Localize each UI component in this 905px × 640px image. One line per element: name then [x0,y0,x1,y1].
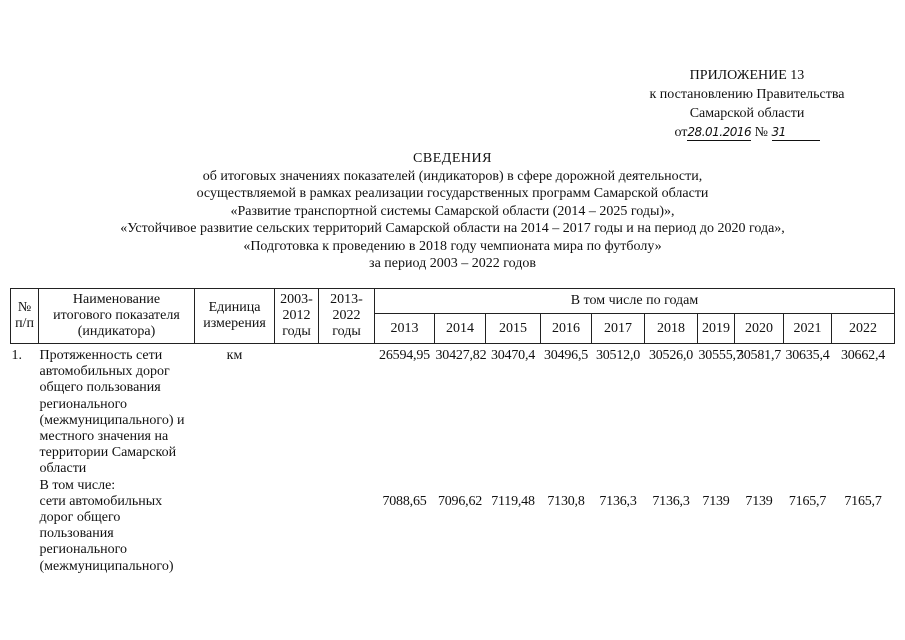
row-period-2003-2012 [275,494,319,575]
annex-date-line [612,123,882,142]
row-value-2017: 30512,0 [595,348,641,363]
table-row [11,478,895,494]
row-period-2003-2012 [275,478,319,494]
row-value-2018: 30526,0 [648,348,694,363]
header-year: 2015 [486,314,541,344]
row-value-2013: 26594,95 [379,348,430,363]
row-value-2019: 7139 [702,493,730,509]
annex-number: ПРИЛОЖЕНИЕ 13 [689,68,805,83]
header-year: 2016 [541,314,592,344]
row-indicator-name: сети автомобильных дорог общего пользования регионального (межмуниципального) [39,493,174,574]
row-value-2014: 7096,62 [437,493,483,509]
row-value-2016: 30496,5 [543,348,589,363]
row-index [11,494,39,575]
heading-line-3: «Развитие транспортной системы Самарской области (2014 – 2025 годы)», [230,203,675,219]
header-period-2013-2022: 2013- 2022 годы [319,289,375,344]
row-period-2013-2022 [319,344,375,478]
row-value-2021: 7165,7 [788,493,827,509]
header-year: 2019 [698,314,735,344]
indicators-table [10,288,895,575]
header-year: 2018 [645,314,698,344]
annex-number-value: 31 [772,125,820,141]
table-row [11,494,895,575]
row-unit [195,494,275,575]
document-title: СВЕДЕНИЯ [413,151,492,166]
row-value-2015: 30470,4 [490,348,536,363]
row-value-2020: 30581,7 [736,348,782,363]
annex-resolution: к постановлению Правительства [649,87,845,102]
row-unit [195,478,275,494]
heading-line-4: «Устойчивое развитие сельских территорий Самарской области на 2014 – 2017 годы и на период до 2020 года», [120,221,785,236]
header-year: 2014 [435,314,486,344]
row-value-2014 [435,478,486,494]
heading-line-2: осуществляемой в рамках реализации государственных программ Самарской области [196,186,709,201]
row-subheading: В том числе: [39,477,116,493]
annex-region: Самарской области [689,106,805,121]
row-value-2021: 30635,4 [785,348,830,363]
row-value-2015 [486,478,541,494]
heading-line-6: за период 2003 – 2022 годов [369,256,536,271]
row-index: 1. [11,348,22,363]
header-period-2003-2012: 2003- 2012 годы [275,289,319,344]
header-by-years: В том числе по годам [375,289,895,314]
row-indicator-name: Протяженность сети автомобильных дорог общего пользования регионального (межмуниципального) и местного значения на территории Самарской области [39,348,185,477]
header-year: 2017 [592,314,645,344]
annex-date-value: 28.01.2016 [687,125,752,139]
row-value-2018 [645,478,698,494]
row-value-2017: 7136,3 [599,493,637,509]
row-unit: км [226,348,243,363]
row-value-2022: 30662,4 [840,348,886,363]
row-value-2019: 30555,7 [698,348,743,363]
row-value-2016 [541,478,592,494]
header-name: Наименование итогового показателя (индикатора) [39,289,195,344]
row-value-2021 [784,478,832,494]
row-value-2015: 7119,48 [491,493,535,509]
heading-line-1: об итоговых значениях показателей (индикаторов) в сфере дорожной деятельности, [202,168,703,184]
row-value-2022: 7165,7 [844,493,882,509]
row-value-2019 [698,478,735,494]
row-value-2020: 7139 [745,493,773,509]
row-value-2018: 7136,3 [652,493,690,509]
heading-line-5: «Подготовка к проведению в 2018 году чемпионата мира по футболу» [243,238,662,254]
row-value-2014: 30427,82 [435,348,487,363]
annex-number-sign: № [754,125,768,140]
row-value-2022 [832,478,895,494]
row-value-2020 [735,478,784,494]
header-year: 2020 [735,314,784,344]
header-year: 2022 [832,314,895,344]
header-unit: Единица измерения [195,289,275,344]
header-year: 2021 [784,314,832,344]
row-period-2003-2012 [275,344,319,478]
document-heading [40,150,865,273]
row-period-2013-2022 [319,478,375,494]
row-value-2017 [592,478,645,494]
row-value-2013 [375,478,435,494]
header-year: 2013 [375,314,435,344]
row-value-2016: 7130,8 [547,493,585,509]
row-period-2013-2022 [319,494,375,575]
annex-date-prefix: от [674,125,688,140]
annex-block [612,66,882,142]
row-value-2013: 7088,65 [382,493,427,509]
table-row [11,344,895,478]
header-index: № п/п [11,289,39,344]
row-index [11,478,39,494]
